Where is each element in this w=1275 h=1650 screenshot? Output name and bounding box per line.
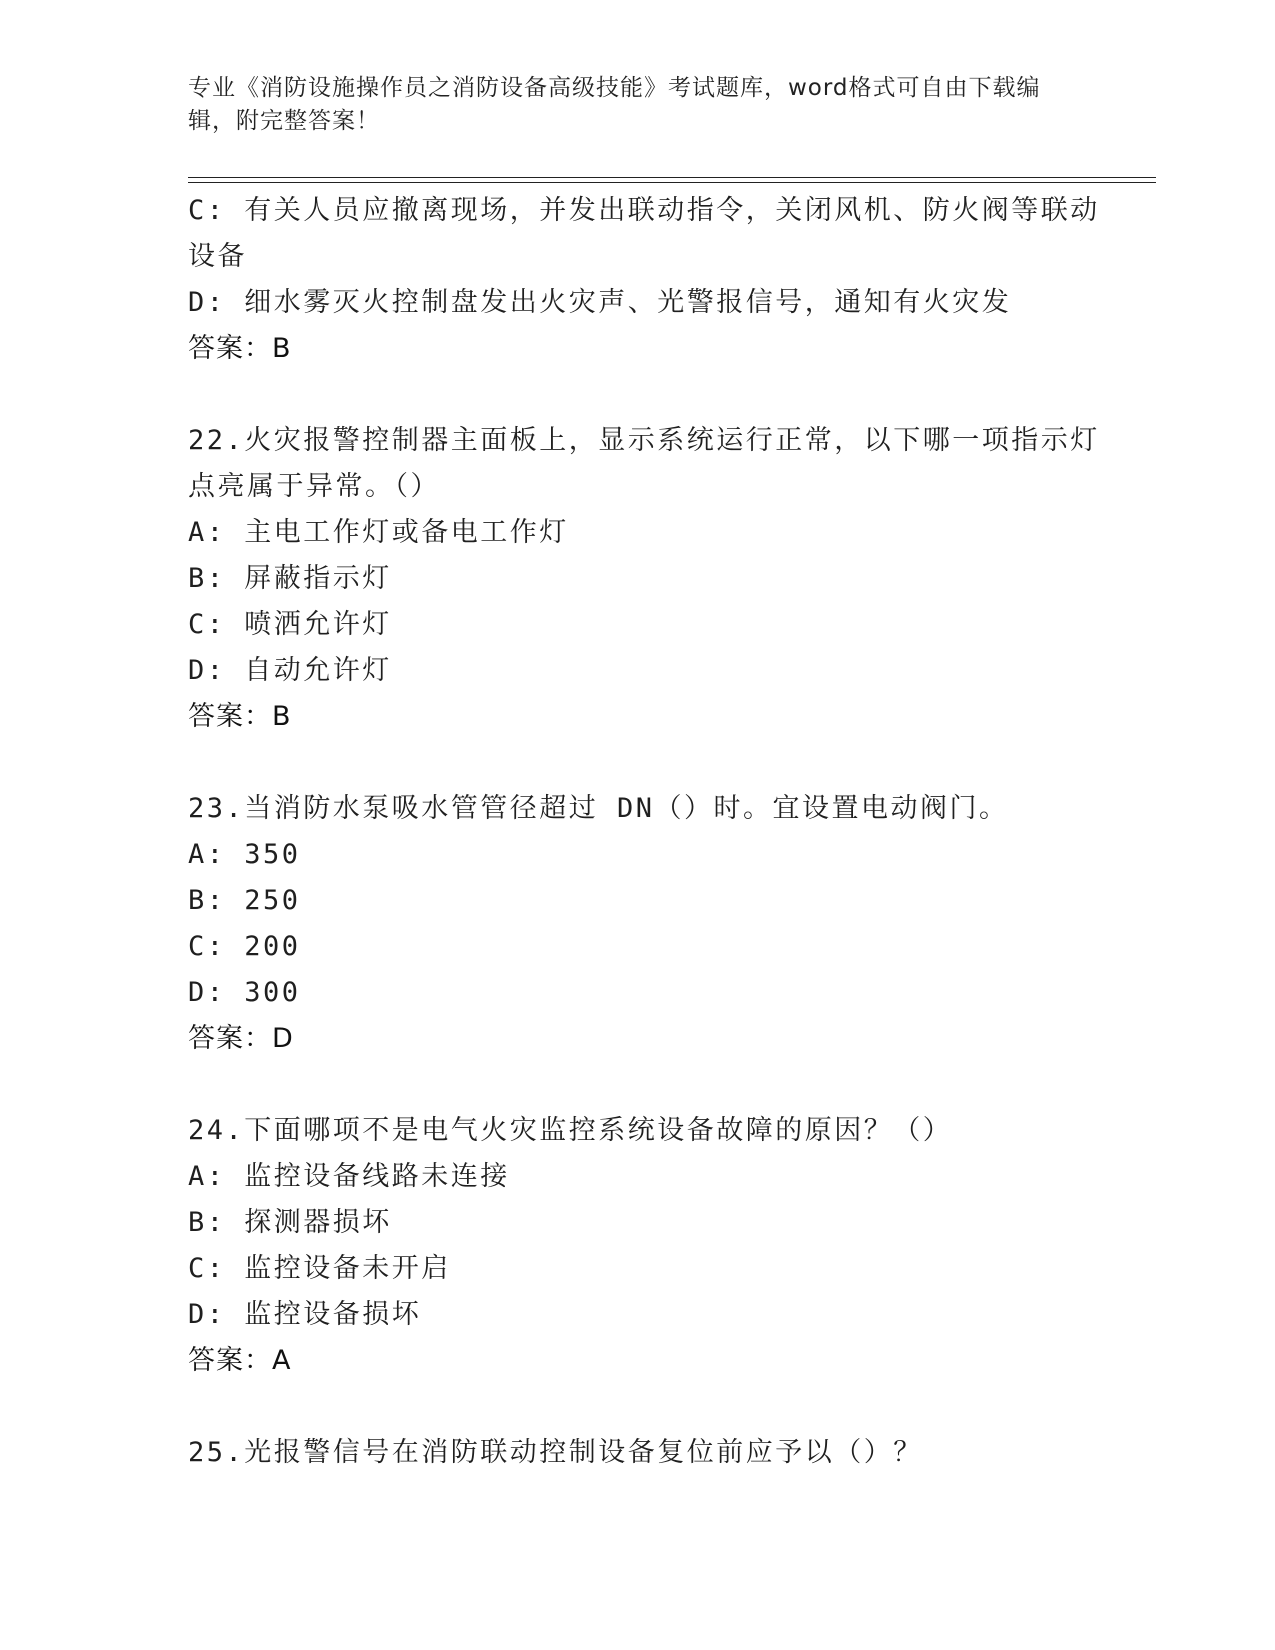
option-a: A: 350 <box>188 839 301 870</box>
question-stem-continued: 点亮属于异常。（） <box>188 471 440 502</box>
question-24 <box>188 1108 1088 1384</box>
spacer <box>188 740 1088 786</box>
question-stem: 23.当消防水泵吸水管管径超过 DN（）时。宜设置电动阀门。 <box>188 793 1009 824</box>
option-c: C: 喷洒允许灯 <box>188 609 392 640</box>
option-c-continued: 设备 <box>188 241 247 272</box>
header-intro: 专业《消防设施操作员之消防设备高级技能》考试题库，word格式可自由下载编辑，附完整答案！ <box>188 75 1041 134</box>
header-divider-bottom <box>188 182 1156 183</box>
option-d: D: 细水雾灭火控制盘发出火灾声、光警报信号，通知有火灾发 <box>188 287 1012 318</box>
option-b: B: 250 <box>188 885 301 916</box>
spacer <box>188 1062 1088 1108</box>
option-c: C: 监控设备未开启 <box>188 1253 451 1284</box>
spacer <box>188 1384 1088 1430</box>
option-b: B: 探测器损坏 <box>188 1207 392 1238</box>
question-21 <box>188 188 1100 372</box>
option-b: B: 屏蔽指示灯 <box>188 563 392 594</box>
question-stem: 25.光报警信号在消防联动控制设备复位前应予以（）？ <box>188 1437 923 1468</box>
answer: 答案：D <box>188 1023 294 1054</box>
question-23 <box>188 786 1088 1062</box>
option-a: A: 主电工作灯或备电工作灯 <box>188 517 569 548</box>
question-25 <box>188 1430 1088 1476</box>
option-c: C: 200 <box>188 931 301 962</box>
question-stem: 22.火灾报警控制器主面板上，显示系统运行正常，以下哪一项指示灯 <box>188 425 1100 456</box>
header-divider-top <box>188 177 1156 178</box>
question-stem: 24.下面哪项不是电气火灾监控系统设备故障的原因？（） <box>188 1115 953 1146</box>
option-d: D: 自动允许灯 <box>188 655 392 686</box>
answer: 答案：B <box>188 701 292 732</box>
option-d: D: 300 <box>188 977 301 1008</box>
answer: 答案：B <box>188 333 292 364</box>
answer: 答案：A <box>188 1345 292 1376</box>
spacer <box>188 372 1088 418</box>
question-22 <box>188 418 1100 740</box>
option-d: D: 监控设备损坏 <box>188 1299 422 1330</box>
option-a: A: 监控设备线路未连接 <box>188 1161 510 1192</box>
option-c: C: 有关人员应撤离现场，并发出联动指令，关闭风机、防火阀等联动 <box>188 195 1100 226</box>
question-list <box>188 188 1100 1476</box>
